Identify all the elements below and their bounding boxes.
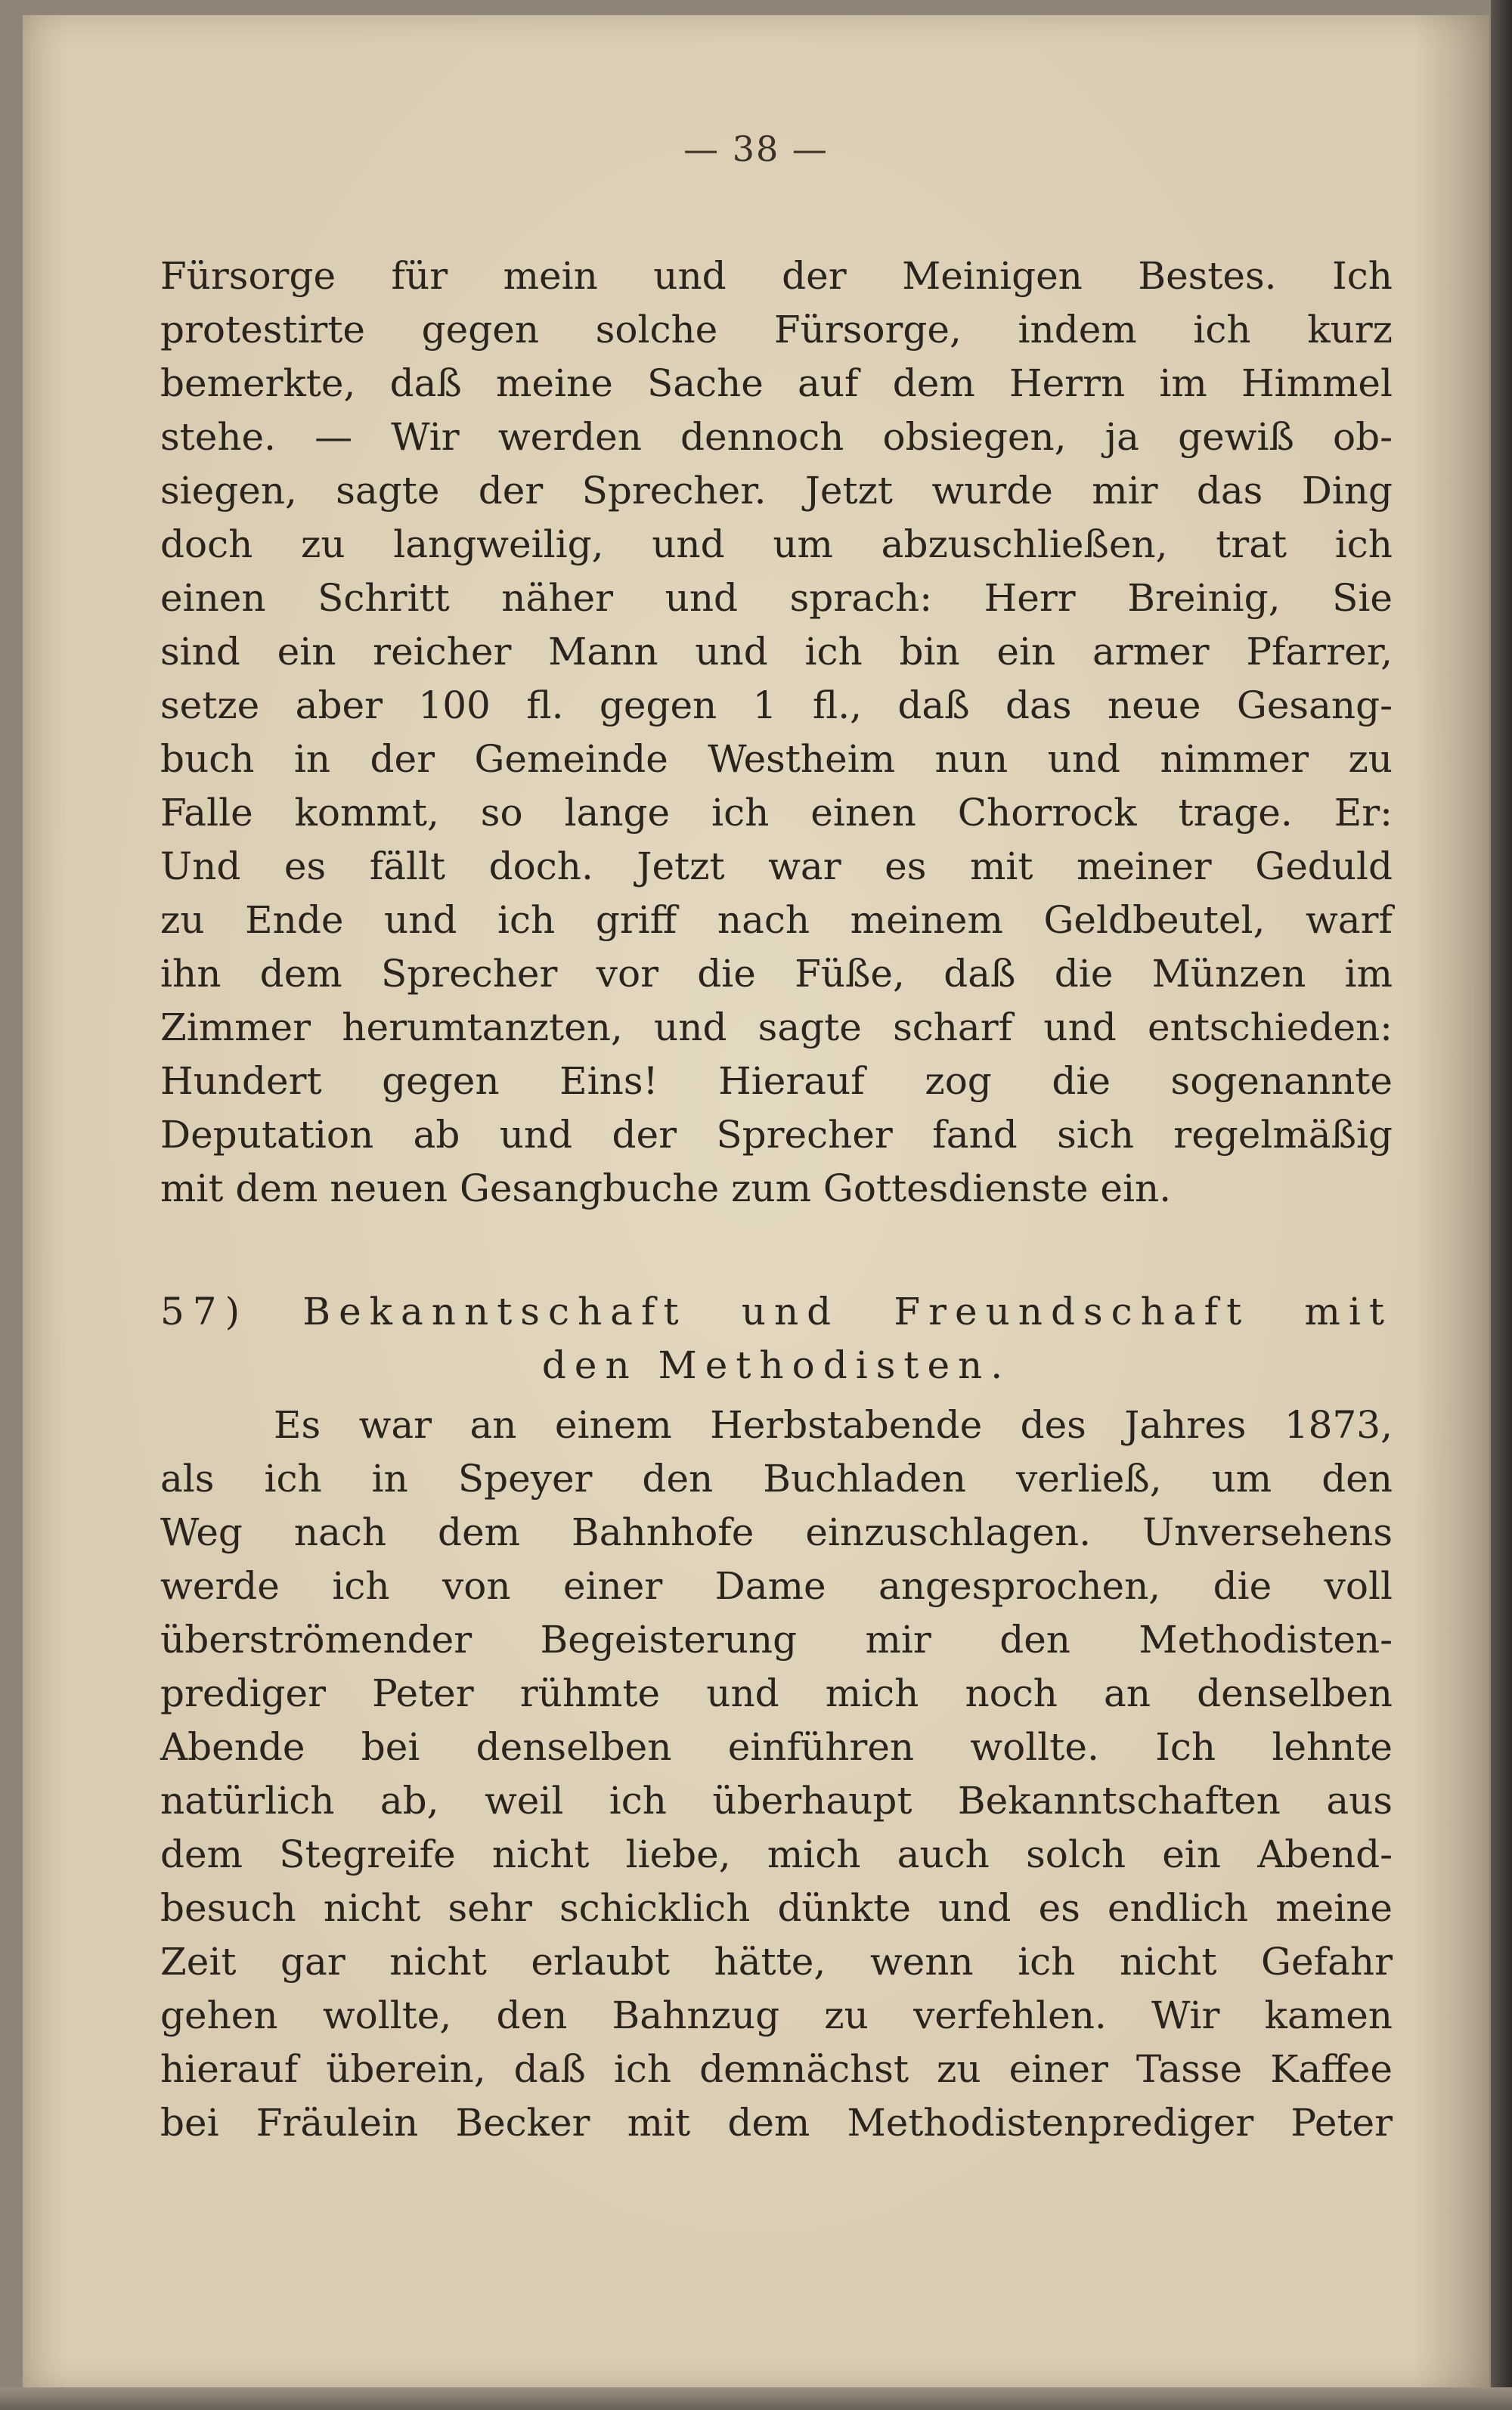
text-line: stehe. — Wir werden dennoch obsiegen, ja gewiß ob- [160, 415, 1393, 459]
text-line: sind ein reicher Mann und ich bin ein armer Pfarrer, [160, 630, 1393, 674]
text-line: setze aber 100 fl. gegen 1 fl., daß das neue Gesang- [160, 683, 1393, 727]
text-line: Deputation ab und der Sprecher fand sich regelmäßig [160, 1113, 1393, 1157]
section-heading [160, 1285, 1393, 1392]
text-line: prediger Peter rühmte und mich noch an denselben [160, 1671, 1393, 1715]
page-edge-bottom [0, 2387, 1512, 2410]
text-line: Abende bei denselben einführen wollte. Ich lehnte [160, 1725, 1393, 1769]
text-line: natürlich ab, weil ich überhaupt Bekanntschaften aus [160, 1779, 1393, 1823]
text-line: einen Schritt näher und sprach: Herr Breinig, Sie [160, 576, 1393, 620]
text-line: gehen wollte, den Bahnzug zu verfehlen. Wir kamen [160, 1993, 1393, 2037]
text-line: dem Stegreife nicht liebe, mich auch solch ein Abend- [160, 1832, 1393, 1876]
text-line: besuch nicht sehr schicklich dünkte und es endlich meine [160, 1886, 1393, 1930]
text-line: protestirte gegen solche Fürsorge, indem ich kurz [160, 308, 1393, 352]
text-line: werde ich von einer Dame angesprochen, die voll [160, 1564, 1393, 1608]
text-line: doch zu langweilig, und um abzuschließen, trat ich [160, 522, 1393, 566]
text-line: mit dem neuen Gesangbuche zum Gottesdienste ein. [160, 1166, 1172, 1210]
text-line: Hundert gegen Eins! Hierauf zog die sogenannte [160, 1059, 1393, 1103]
text-line: Fürsorge für mein und der Meinigen Bestes. Ich [160, 254, 1393, 298]
text-line: Weg nach dem Bahnhofe einzuschlagen. Unversehens [160, 1510, 1393, 1554]
text-line: bemerkte, daß meine Sache auf dem Herrn im Himmel [160, 361, 1393, 405]
text-line: Und es fällt doch. Jetzt war es mit meiner Geduld [160, 844, 1393, 888]
text-line: überströmender Begeisterung mir den Methodisten- [160, 1618, 1393, 1662]
text-line: Zimmer herumtanzten, und sagte scharf und entschieden: [160, 1005, 1393, 1049]
text-line: Falle kommt, so lange ich einen Chorrock trage. Er: [160, 791, 1393, 835]
text-line: siegen, sagte der Sprecher. Jetzt wurde mir das Ding [160, 469, 1393, 513]
text-line: als ich in Speyer den Buchladen verließ, um den [160, 1457, 1393, 1501]
text-line: bei Fräulein Becker mit dem Methodistenprediger Peter [160, 2101, 1393, 2145]
paragraph-1 [160, 249, 1393, 1216]
section-heading-line-1: 57) Bekanntschaft und Freundschaft mit [160, 1290, 1393, 1334]
paragraph-2 [160, 1399, 1393, 2150]
section-heading-line-2: den Methodisten. [541, 1343, 1012, 1387]
text-line: zu Ende und ich griff nach meinem Geldbeutel, warf [160, 898, 1393, 942]
text-line: Es war an einem Herbstabende des Jahres 1873, [274, 1403, 1393, 1447]
text-line: ihn dem Sprecher vor die Füße, daß die Münzen im [160, 952, 1393, 996]
page-number: — 38 — [683, 129, 829, 169]
text-line: Zeit gar nicht erlaubt hätte, wenn ich nicht Gefahr [160, 1940, 1393, 1984]
page-edge-right [1491, 0, 1512, 2410]
text-line: buch in der Gemeinde Westheim nun und nimmer zu [160, 737, 1393, 781]
text-line: hierauf überein, daß ich demnächst zu einer Tasse Kaffee [160, 2047, 1393, 2091]
